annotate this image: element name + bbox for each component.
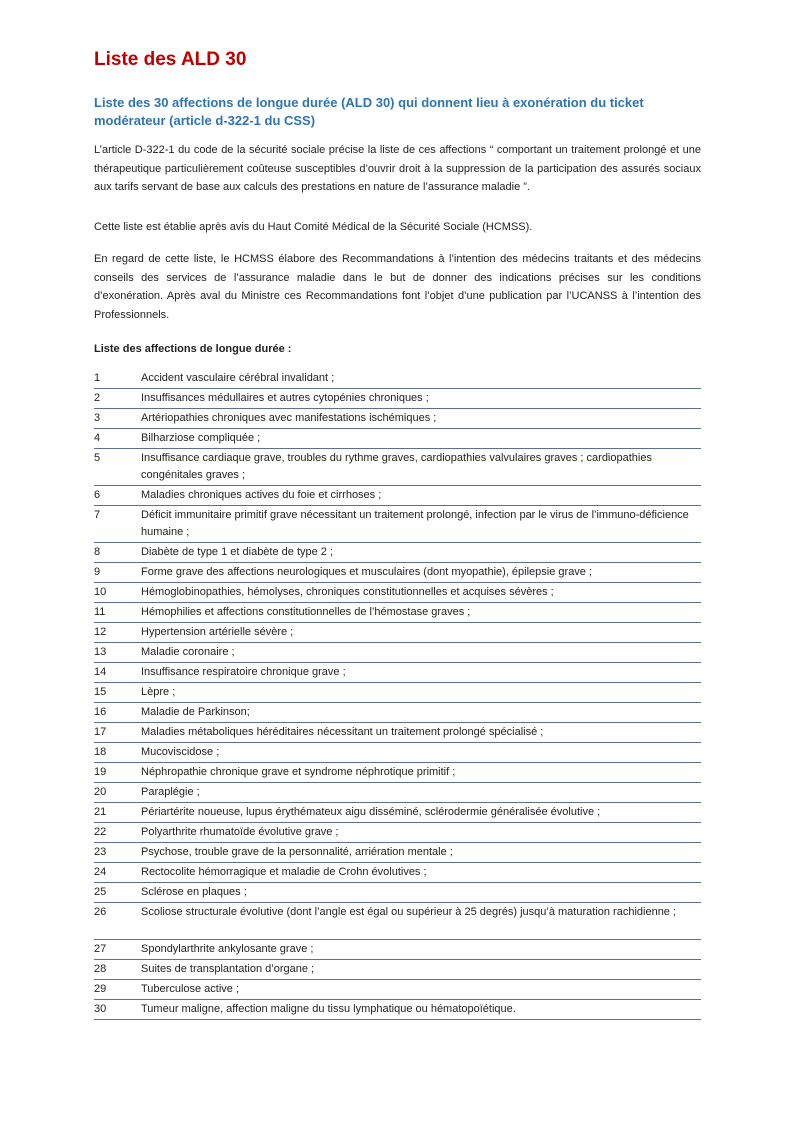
- table-row: [94, 863, 701, 883]
- row-number: 3: [94, 412, 101, 424]
- row-text: Suites de transplantation d’organe ;: [141, 963, 315, 975]
- table-row: [94, 903, 701, 940]
- row-number: 1: [94, 372, 101, 384]
- list-heading: Liste des affections de longue durée :: [94, 343, 292, 355]
- table-row: [94, 940, 701, 960]
- row-number: 29: [94, 983, 107, 995]
- row-text: Maladies métaboliques héréditaires nécessitant un traitement prolongé spécialisé ;: [141, 726, 544, 738]
- row-text: Tuberculose active ;: [141, 983, 240, 995]
- table-row: [94, 563, 701, 583]
- row-number: 17: [94, 726, 107, 738]
- row-text: Lèpre ;: [141, 686, 176, 698]
- row-number: 26: [94, 906, 107, 918]
- table-row: [94, 980, 701, 1000]
- row-text: Diabète de type 1 et diabète de type 2 ;: [141, 546, 334, 558]
- row-text: Hémoglobinopathies, hémolyses, chroniques constitutionnelles et acquises sévères ;: [141, 586, 554, 598]
- table-row: [94, 743, 701, 763]
- row-text: Hypertension artérielle sévère ;: [141, 626, 294, 638]
- row-text: Insuffisances médullaires et autres cytopénies chroniques ;: [141, 392, 429, 404]
- row-text: Tumeur maligne, affection maligne du tissu lymphatique ou hématopoïétique.: [141, 1003, 516, 1015]
- page-subtitle: Liste des 30 affections de longue durée (ALD 30) qui donnent lieu à exonération du ticket modérateur (article d-322-1 du CSS): [94, 95, 644, 128]
- row-text: Polyarthrite rhumatoïde évolutive grave ;: [141, 826, 339, 838]
- row-number: 15: [94, 686, 107, 698]
- row-number: 13: [94, 646, 107, 658]
- row-number: 7: [94, 509, 101, 521]
- table-row: [94, 389, 701, 409]
- table-row: [94, 369, 701, 389]
- row-text: Maladie de Parkinson;: [141, 706, 250, 718]
- intro-paragraph: L’article D-322-1 du code de la sécurité sociale précise la liste de ces affections “ comportant un traitement prolongé et une thérapeutique particulièrement coûteuse susceptibles d’ouvrir droit à la suppression de la participation des assurés sociaux aux tarifs servant de base aux calculs des prestations en nature de l’assurance maladie ”.: [94, 144, 701, 194]
- table-row: [94, 506, 701, 543]
- table-row: [94, 1000, 701, 1020]
- table-row: [94, 643, 701, 663]
- row-text: Psychose, trouble grave de la personnalité, arriération mentale ;: [141, 846, 453, 858]
- table-row: [94, 683, 701, 703]
- row-text: Bilharziose compliquée ;: [141, 432, 261, 444]
- row-text: Accident vasculaire cérébral invalidant ;: [141, 372, 335, 384]
- row-number: 25: [94, 886, 107, 898]
- row-number: 9: [94, 566, 101, 578]
- row-number: 5: [94, 452, 101, 464]
- row-text: Sclérose en plaques ;: [141, 886, 247, 898]
- row-text: Insuffisance respiratoire chronique grave ;: [141, 666, 346, 678]
- row-number: 20: [94, 786, 107, 798]
- row-number: 6: [94, 489, 101, 501]
- row-number: 11: [94, 606, 106, 618]
- table-row: [94, 486, 701, 506]
- table-row: [94, 843, 701, 863]
- row-number: 14: [94, 666, 107, 678]
- row-text: Rectocolite hémorragique et maladie de Crohn évolutives ;: [141, 866, 427, 878]
- table-row: [94, 723, 701, 743]
- row-number: 16: [94, 706, 107, 718]
- row-number: 18: [94, 746, 107, 758]
- row-text: Néphropathie chronique grave et syndrome néphrotique primitif ;: [141, 766, 456, 778]
- row-text: Périartérite noueuse, lupus érythémateux aigu disséminé, sclérodermie généralisée évolutive ;: [141, 806, 601, 818]
- hcmss-paragraph: Cette liste est établie après avis du Haut Comité Médical de la Sécurité Sociale (HCMSS).: [94, 221, 533, 233]
- table-row: [94, 409, 701, 429]
- table-row: [94, 543, 701, 563]
- ald-table: [94, 369, 701, 1020]
- row-number: 23: [94, 846, 107, 858]
- page-title: Liste des ALD 30: [94, 49, 247, 70]
- table-row: [94, 763, 701, 783]
- row-number: 2: [94, 392, 101, 404]
- table-row: [94, 663, 701, 683]
- row-number: 30: [94, 1003, 107, 1015]
- row-text: Maladies chroniques actives du foie et cirrhoses ;: [141, 489, 382, 501]
- row-text: Hémophilies et affections constitutionnelles de l’hémostase graves ;: [141, 606, 471, 618]
- row-number: 21: [94, 806, 107, 818]
- row-number: 4: [94, 432, 101, 444]
- row-text: Maladie coronaire ;: [141, 646, 235, 658]
- table-row: [94, 703, 701, 723]
- row-text: Mucoviscidose ;: [141, 746, 220, 758]
- table-row: [94, 603, 701, 623]
- row-text: Déficit immunitaire primitif grave nécessitant un traitement prolongé, infection par le virus de l’immuno-déficience humaine ;: [141, 509, 689, 538]
- row-text: Paraplégie ;: [141, 786, 200, 798]
- table-row: [94, 823, 701, 843]
- table-row: [94, 449, 701, 486]
- table-row: [94, 583, 701, 603]
- row-text: Artériopathies chroniques avec manifestations ischémiques ;: [141, 412, 437, 424]
- recommendations-paragraph: En regard de cette liste, le HCMSS élabore des Recommandations à l’intention des médecins traitants et des médecins conseils des services de l’assurance maladie dans le but de donner des indications précises sur les conditions d’exonération. Après aval du Ministre ces Recommandations font l’objet d’une publication par l’UCANSS à l’intention des Professionnels.: [94, 253, 701, 321]
- row-number: 12: [94, 626, 107, 638]
- row-text: Scoliose structurale évolutive (dont l’angle est égal ou supérieur à 25 degrés) jusqu’à maturation rachidienne ;: [141, 906, 677, 918]
- table-row: [94, 429, 701, 449]
- row-number: 27: [94, 943, 107, 955]
- row-number: 8: [94, 546, 101, 558]
- row-number: 24: [94, 866, 107, 878]
- row-text: Spondylarthrite ankylosante grave ;: [141, 943, 314, 955]
- table-row: [94, 803, 701, 823]
- row-text: Insuffisance cardiaque grave, troubles du rythme graves, cardiopathies valvulaires graves ; cardiopathies congénitales graves ;: [141, 452, 652, 481]
- row-number: 22: [94, 826, 107, 838]
- table-row: [94, 960, 701, 980]
- table-row: [94, 623, 701, 643]
- table-row: [94, 883, 701, 903]
- row-text: Forme grave des affections neurologiques et musculaires (dont myopathie), épilepsie grave ;: [141, 566, 593, 578]
- row-number: 19: [94, 766, 107, 778]
- row-number: 28: [94, 963, 107, 975]
- row-number: 10: [94, 586, 107, 598]
- table-row: [94, 783, 701, 803]
